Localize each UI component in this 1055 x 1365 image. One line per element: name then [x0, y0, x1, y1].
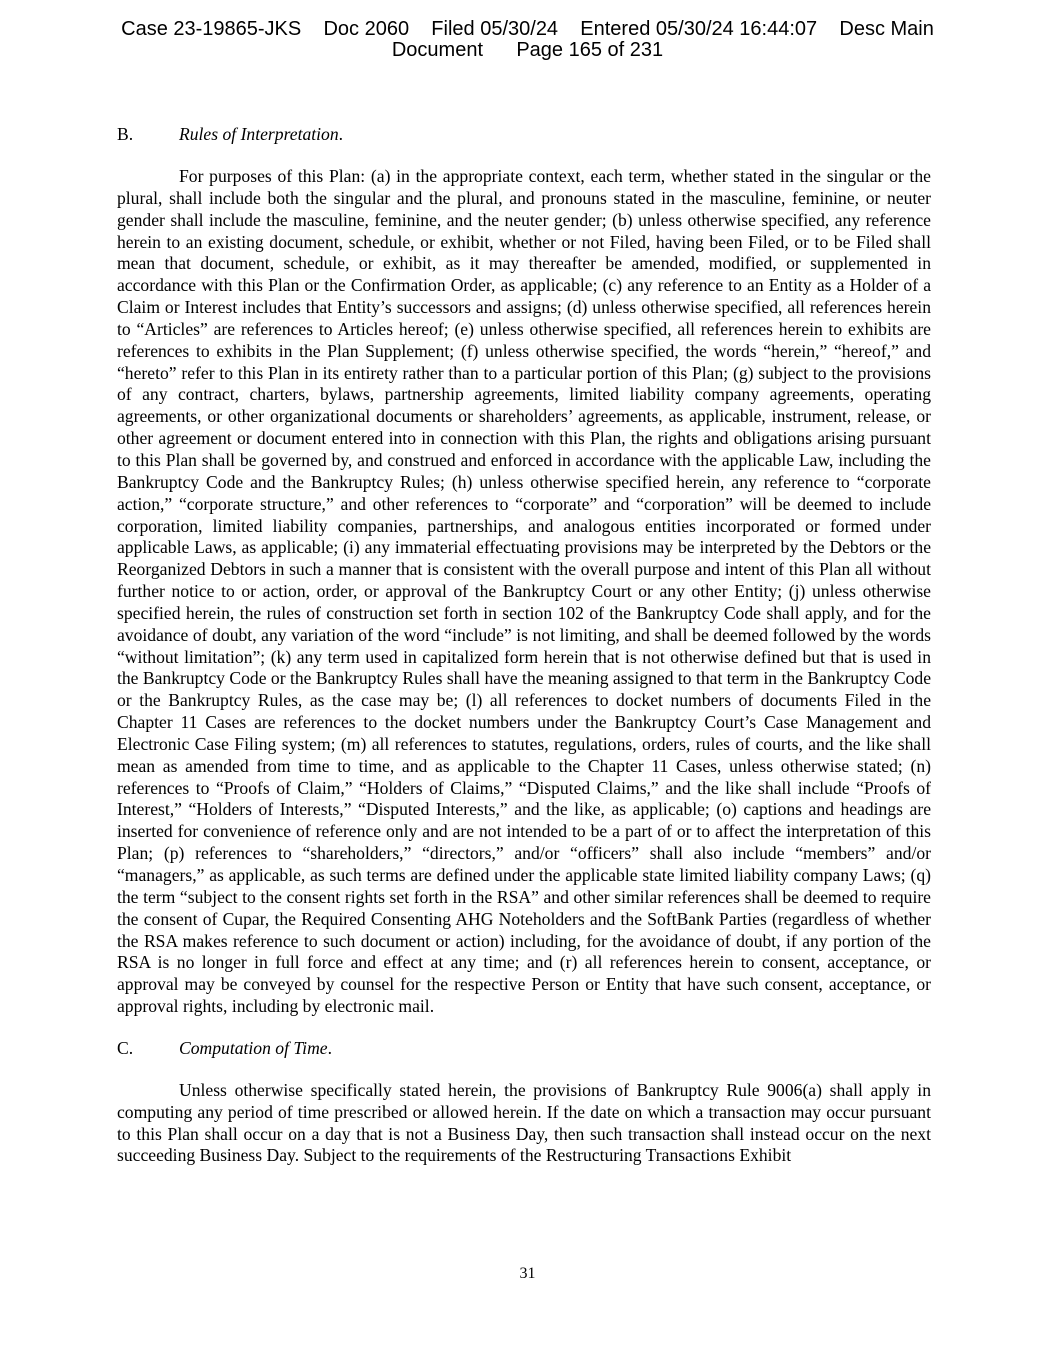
header-case-line: Case 23-19865-JKS Doc 2060 Filed 05/30/24 Entered 05/30/24 16:44:07 Desc Main	[121, 18, 934, 40]
section-computation-of-time	[117, 1038, 931, 1167]
section-letter: C.	[117, 1037, 134, 1058]
section-title: Rules of Interpretation	[179, 124, 339, 144]
section-title: Computation of Time	[179, 1037, 328, 1058]
section-heading	[117, 124, 931, 146]
header-document-line: Document Page 165 of 231	[391, 39, 664, 61]
document-body	[117, 124, 931, 1167]
section-paragraph: Unless otherwise specifically stated herein, the provisions of Bankruptcy Rule 9006(a) shall apply in computing any period of time prescribed or allowed herein. If the date on which a transaction may occur pursuant to this Plan shall occur on a day that is not a Business Day, then such transaction shall instead occur on the next succeeding Business Day. Subject to the requirements of the Restructuring Transactions Exhibit	[117, 1079, 931, 1166]
section-title-period: .	[338, 124, 344, 144]
page-number: 31	[519, 1265, 536, 1282]
court-filing-header	[0, 19, 1055, 61]
section-paragraph: For purposes of this Plan: (a) in the appropriate context, each term, whether stated in the singular or the plural, shall include both the singular and the plural, and pronouns stated in the masculine, feminine, or neuter gender shall include the masculine, feminine, and the neuter gender; (b) unless otherwise specified, any reference herein to an existing document, schedule, or exhibit, whether or not Filed, having been Filed, or to be Filed shall mean that document, schedule, or exhibit, as it may thereafter be amended, modified, or supplemented in accordance with this Plan or the Confirmation Order, as applicable; (c) any reference to an Entity as a Holder of a Claim or Interest includes that Entity’s successors and assigns; (d) unless otherwise specified, all references herein to “Articles” are references to Articles hereof; (e) unless otherwise specified, all references herein to exhibits are references to exhibits in the Plan Supplement; (f) unless otherwise specified, the words “herein,” “hereof,” and “hereto” refer to this Plan in its entirety rather than to a particular portion of this Plan; (g) subject to the provisions of any contract, charters, bylaws, partnership agreements, limited liability company agreements, operating agreements, or other organizational documents or shareholders’ agreements, as applicable, instrument, release, or other agreement or document entered into in connection with this Plan, the rights and obligations arising pursuant to this Plan shall be governed by, and construed and enforced in accordance with the applicable Law, including the Bankruptcy Code and the Bankruptcy Rules; (h) unless otherwise specified herein, any reference to “corporate action,” “corporate structure,” and other references to “corporate” and “corporation” will be deemed to include corporation, limited liability companies, partnerships, and analogous entities incorporated or formed under applicable Laws, as applicable; (i) any immaterial effectuating provisions may be interpreted by the Debtors or the Reorganized Debtors in such a manner that is consistent with the overall purpose and intent of this Plan all without further notice to or action, order, or approval of the Bankruptcy Court or any other Entity; (j) unless otherwise specified herein, the rules of construction set forth in section 102 of the Bankruptcy Code shall apply, and for the avoidance of doubt, any variation of the word “include” is not limiting, and shall be deemed followed by the words “without limitation”; (k) any term used in capitalized form herein that is not otherwise defined but that is used in the Bankruptcy Code or the Bankruptcy Rules shall have the meaning assigned to that term in the Bankruptcy Code or the Bankruptcy Rules, as the case may be; (l) all references to docket numbers of documents Filed in the Chapter 11 Cases are references to the docket numbers under the Bankruptcy Court’s Case Management and Electronic Case Filing system; (m) all references to statutes, regulations, orders, rules of courts, and the like shall mean as amended from time to time, and as applicable to the Chapter 11 Cases, unless otherwise stated; (n) references to “Proofs of Claim,” “Holders of Claims,” “Disputed Claims,” and the like shall include “Proofs of Interest,” “Holders of Interests,” “Disputed Interests,” and the like, as applicable; (o) captions and headings are inserted for convenience of reference only and are not intended to be a part of or to affect the interpretation of this Plan; (p) references to “shareholders,” “directors,” and/or “officers” shall also include “members” and/or “managers,” as applicable, as such terms are defined under the applicable state limited liability company Laws; (q) the term “subject to the consent rights set forth in the RSA” and other similar references shall be deemed to require the consent of Cupar, the Required Consenting AHG Noteholders and the SoftBank Parties (regardless of whether the RSA makes reference to such document or action) including, for the avoidance of doubt, if any portion of the RSA is no longer in full force and effect at any time; and (r) all references herein to consent, acceptance, or approval may be conveyed by counsel for the respective Person or Entity that have such consent, acceptance, or approval rights, including by electronic mail.	[117, 166, 932, 1017]
section-title-period: .	[327, 1037, 332, 1058]
section-heading	[117, 1038, 931, 1060]
section-rules-of-interpretation	[117, 124, 931, 1018]
section-letter: B.	[117, 124, 134, 144]
